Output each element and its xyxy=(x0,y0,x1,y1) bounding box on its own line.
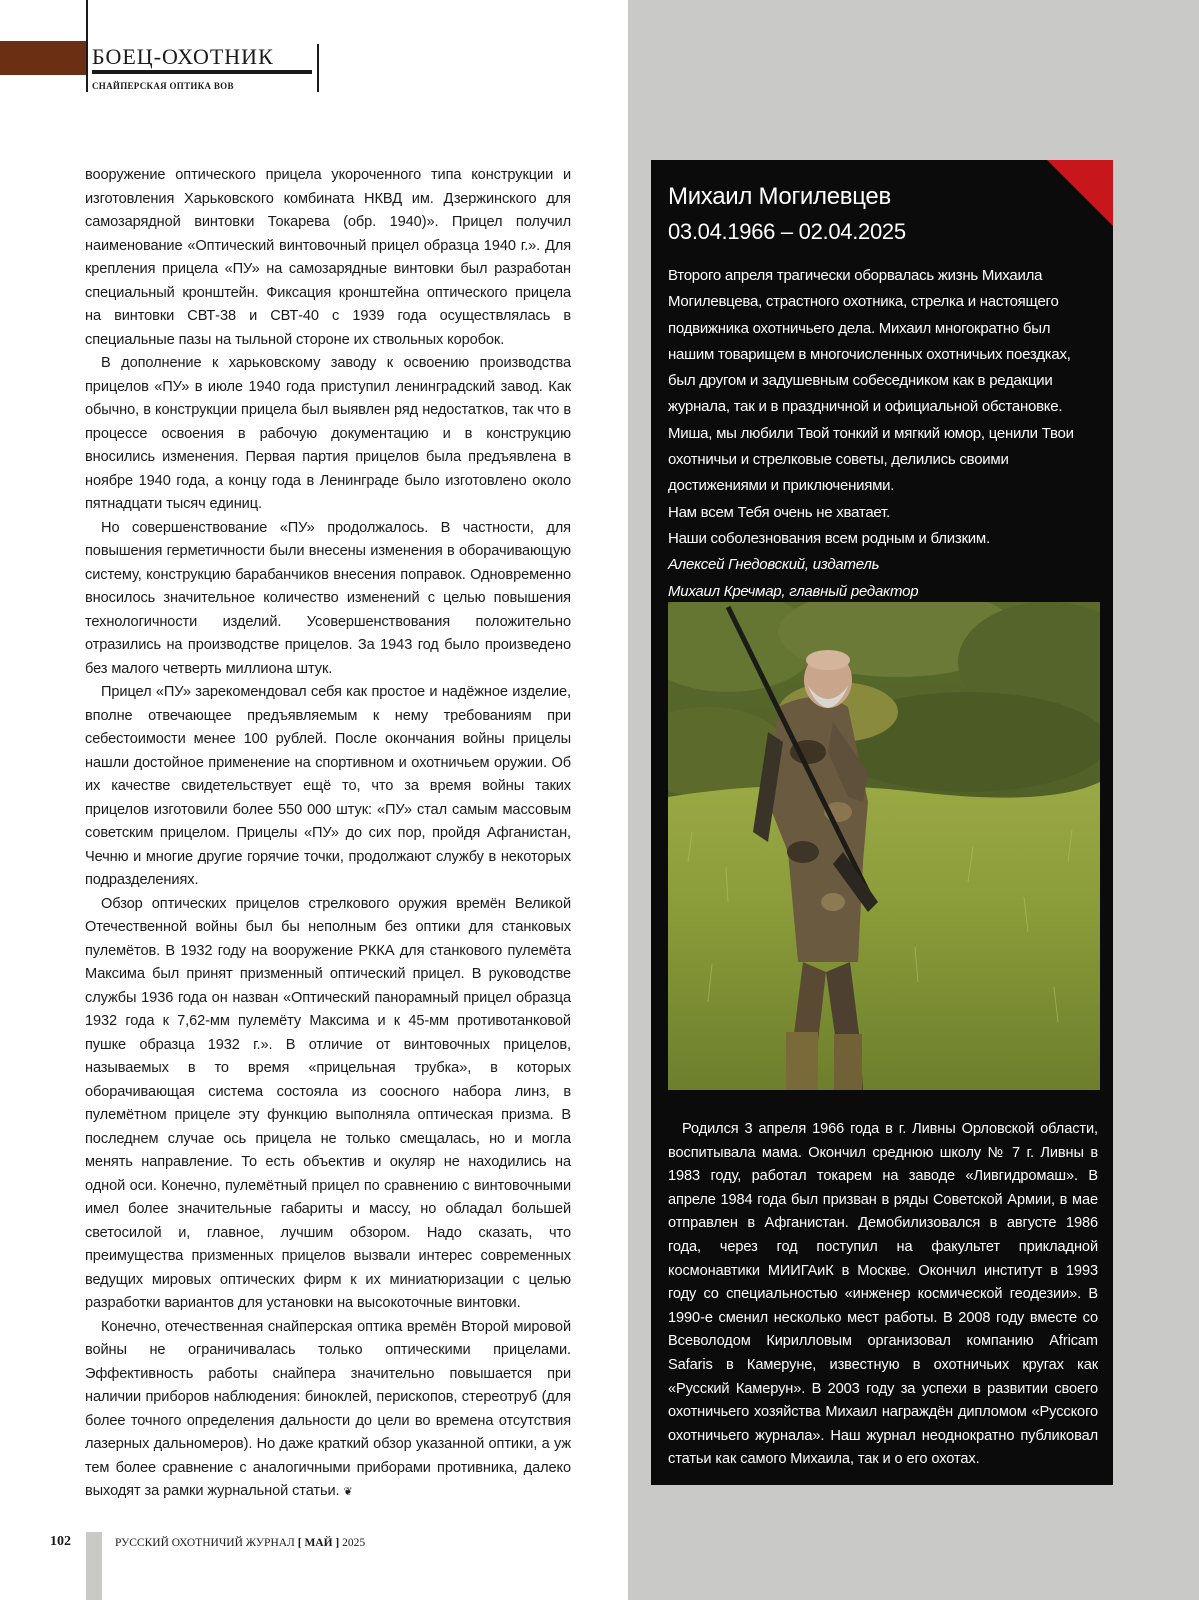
article-body xyxy=(85,164,571,1505)
obituary-paragraph: Наши соболезнования всем родным и близким. xyxy=(668,529,990,547)
journal-footer xyxy=(115,1537,365,1549)
article-paragraph-last xyxy=(85,1316,571,1505)
end-of-article-icon: ❦ xyxy=(343,1486,353,1498)
article-paragraph: В дополнение к харьковскому заводу к освоению производства прицелов «ПУ» в июле 1940 года приступил ленинградский завод. Как обычно, в конструкции прицела был выявлен ряд недостатков, так что в процессе освоения в рабочую документацию и в конструкцию вносились изменения. Первая партия прицелов была предъявлена в ноябре 1940 года, а концу года в Ленинграде было изготовлено около пятнадцати тысяч единиц. xyxy=(85,355,571,512)
portrait-photo xyxy=(668,602,1100,1090)
biography xyxy=(668,1118,1098,1472)
article-paragraph: Но совершенствование «ПУ» продолжалось. В частности, для повышения герметичности были внесены изменения в оборачивающую систему, конструкцию барабанчиков внесения поправок. Одновременно вносилось значительное количество изменений с целью повышения технологичности изделий. Усовершенствования положительно отразились на производстве прицелов. За 1943 год было произведено без малого четверть миллиона штук. xyxy=(85,519,571,677)
obituary-box xyxy=(651,160,1113,1485)
article-paragraph-text: Конечно, отечественная снайперская оптика времён Второй мировой войны не ограничивалась только оптическими прицелами. Эффективность работы снайпера значительно повышается при наличии приборов наблюдения: биноклей, перископов, стереотруб (для более точного определения дальности до цели во времена отсутствия лазерных дальномеров). Но даже краткий обзор указанной оптики, а уж тем более сравнение с аналогичными приборами противника, далеко выходят за рамки журнальной статьи. xyxy=(85,1318,571,1499)
biography-paragraph: Родился 3 апреля 1966 года в г. Ливны Орловской области, воспитывала мама. Окончил среднюю школу № 7 г. Ливны в 1983 году, работал токарем на заводе «Ливгидромаш». В апреле 1984 года был призван в ряды Советской Армии, в мае отправлен в Афганистан. Демобилизовался в августе 1986 года, через год поступил на факультет прикладной космонавтики МИИГАиК в Москве. Окончил институт в 1993 году со специальностью «инженер космической геодезии». В 1990-е сменил несколько мест работы. В 2008 году вместе со Всеволодом Кирилловым организовал компанию Africam Safaris в Камеруне, известную в охотничьих кругах как «Русский Камерун». В 2003 году за успехи в развитии своего охотничьего хозяйства Михаил награждён дипломом «Русского охотничьего журнала». Наш журнал неоднократно публиковал статьи как самого Михаила, так и о его охотах. xyxy=(668,1121,1098,1468)
header-divider-line-right xyxy=(317,44,319,92)
red-corner-accent xyxy=(1047,160,1113,226)
article-paragraph: вооружение оптического прицела укороченного типа конструкции и изготовления Харьковского комбината НКВД им. Дзержинского для самозарядной винтовки Токарева (обр. 1940)». Прицел получил наименование «Оптический винтовочный прицел образца 1940 г.». Для крепления прицела «ПУ» на самозарядные винтовки был разработан специальный кронштейн. Фиксация кронштейна оптического прицела на винтовки СВТ-38 и СВТ-40 с 1939 года осуществлялась в специальные пазы на тыльной стороне их ствольных коробок. xyxy=(85,167,571,348)
section-subtitle: СНАЙПЕРСКАЯ ОПТИКА ВОВ xyxy=(92,81,234,91)
article-paragraph: Обзор оптических прицелов стрелкового оружия времён Великой Отечественной войны был бы неполным без оптики для станковых пулемётов. В 1932 году на вооружение РККА для станкового пулемёта Максима был принят призменный оптический прицел. В руководстве службы 1936 года он назван «Оптический панорамный прицел образца 1932 года к 7,62-мм пулемёту Максима и к 45-мм противотанковой пушке образца 1932 г.». В отличие от винтовочных прицелов, называемых в то время «прицельная трубка», в которых оборачивающая система состояла из соосного набора линз, в пулемётном прицеле эту функцию выполняла оптическая призма. В последнем случае ось прицела не только смещалась, но и могла менять направление. То есть объектив и окуляр не находились на одной оси. Конечно, пулемётный прицел по сравнению с винтовочными имел более значительные габариты и массу, но обладал большей светосилой и, главное, лучшим обзором. Надо сказать, что преимущества призменных прицелов вызвали интерес современных ведущих мировых оптических фирм к их миниатюризации с целью разработки вариантов для установки на высокоточные винтовки. xyxy=(85,895,571,1311)
obituary-paragraph: Нам всем Тебя очень не хватает. xyxy=(668,503,890,521)
issue-month: [ МАЙ ] xyxy=(297,1537,340,1549)
section-title: БОЕЦ-ОХОТНИК xyxy=(92,44,274,69)
obituary-paragraph: Второго апреля трагически оборвалась жизнь Михаила Могилевцева, страстного охотника, стрелка и настоящего подвижника охотничьего дела. Михаил многократно был нашим товарищем в многочисленных охотничьих поездках, был другом и задушевным собеседником как в редакции журнала, так и в праздничной и официальной обстановке. Миша, мы любили Твой тонкий и мягкий юмор, ценили Твои охотничьи и стрелковые советы, делились своими достижениями и приключениями. xyxy=(668,267,1074,495)
obituary-text xyxy=(668,263,1098,605)
header-divider-line xyxy=(86,0,88,92)
section-color-bar xyxy=(0,41,88,75)
header-rule xyxy=(92,70,312,74)
footer-gray-bar xyxy=(86,1532,102,1600)
issue-year: 2025 xyxy=(342,1537,366,1549)
signature-publisher: Алексей Гнедовский, издатель xyxy=(668,556,880,574)
page-number: 102 xyxy=(50,1534,71,1549)
obituary-dates: 03.04.1966 – 02.04.2025 xyxy=(668,219,906,244)
obituary-name: Михаил Могилевцев xyxy=(668,183,891,210)
signature-editor: Михаил Кречмар, главный редактор xyxy=(668,582,919,600)
journal-name: РУССКИЙ ОХОТНИЧИЙ ЖУРНАЛ xyxy=(115,1537,295,1549)
article-paragraph: Прицел «ПУ» зарекомендовал себя как простое и надёжное изделие, вполне отвечающее предъявляемым к нему требованиям при себестоимости менее 100 рублей. После окончания войны прицелы нашли достойное применение на спортивном и охотничьем оружии. Об их качестве свидетельствует ещё то, что за время войны таких прицелов изготовили более 550 000 штук: «ПУ» стал самым массовым советским прицелом. Прицелы «ПУ» до сих пор, пройдя Афганистан, Чечню и многие другие горячие точки, продолжают службу в некоторых подразделениях. xyxy=(85,684,571,888)
